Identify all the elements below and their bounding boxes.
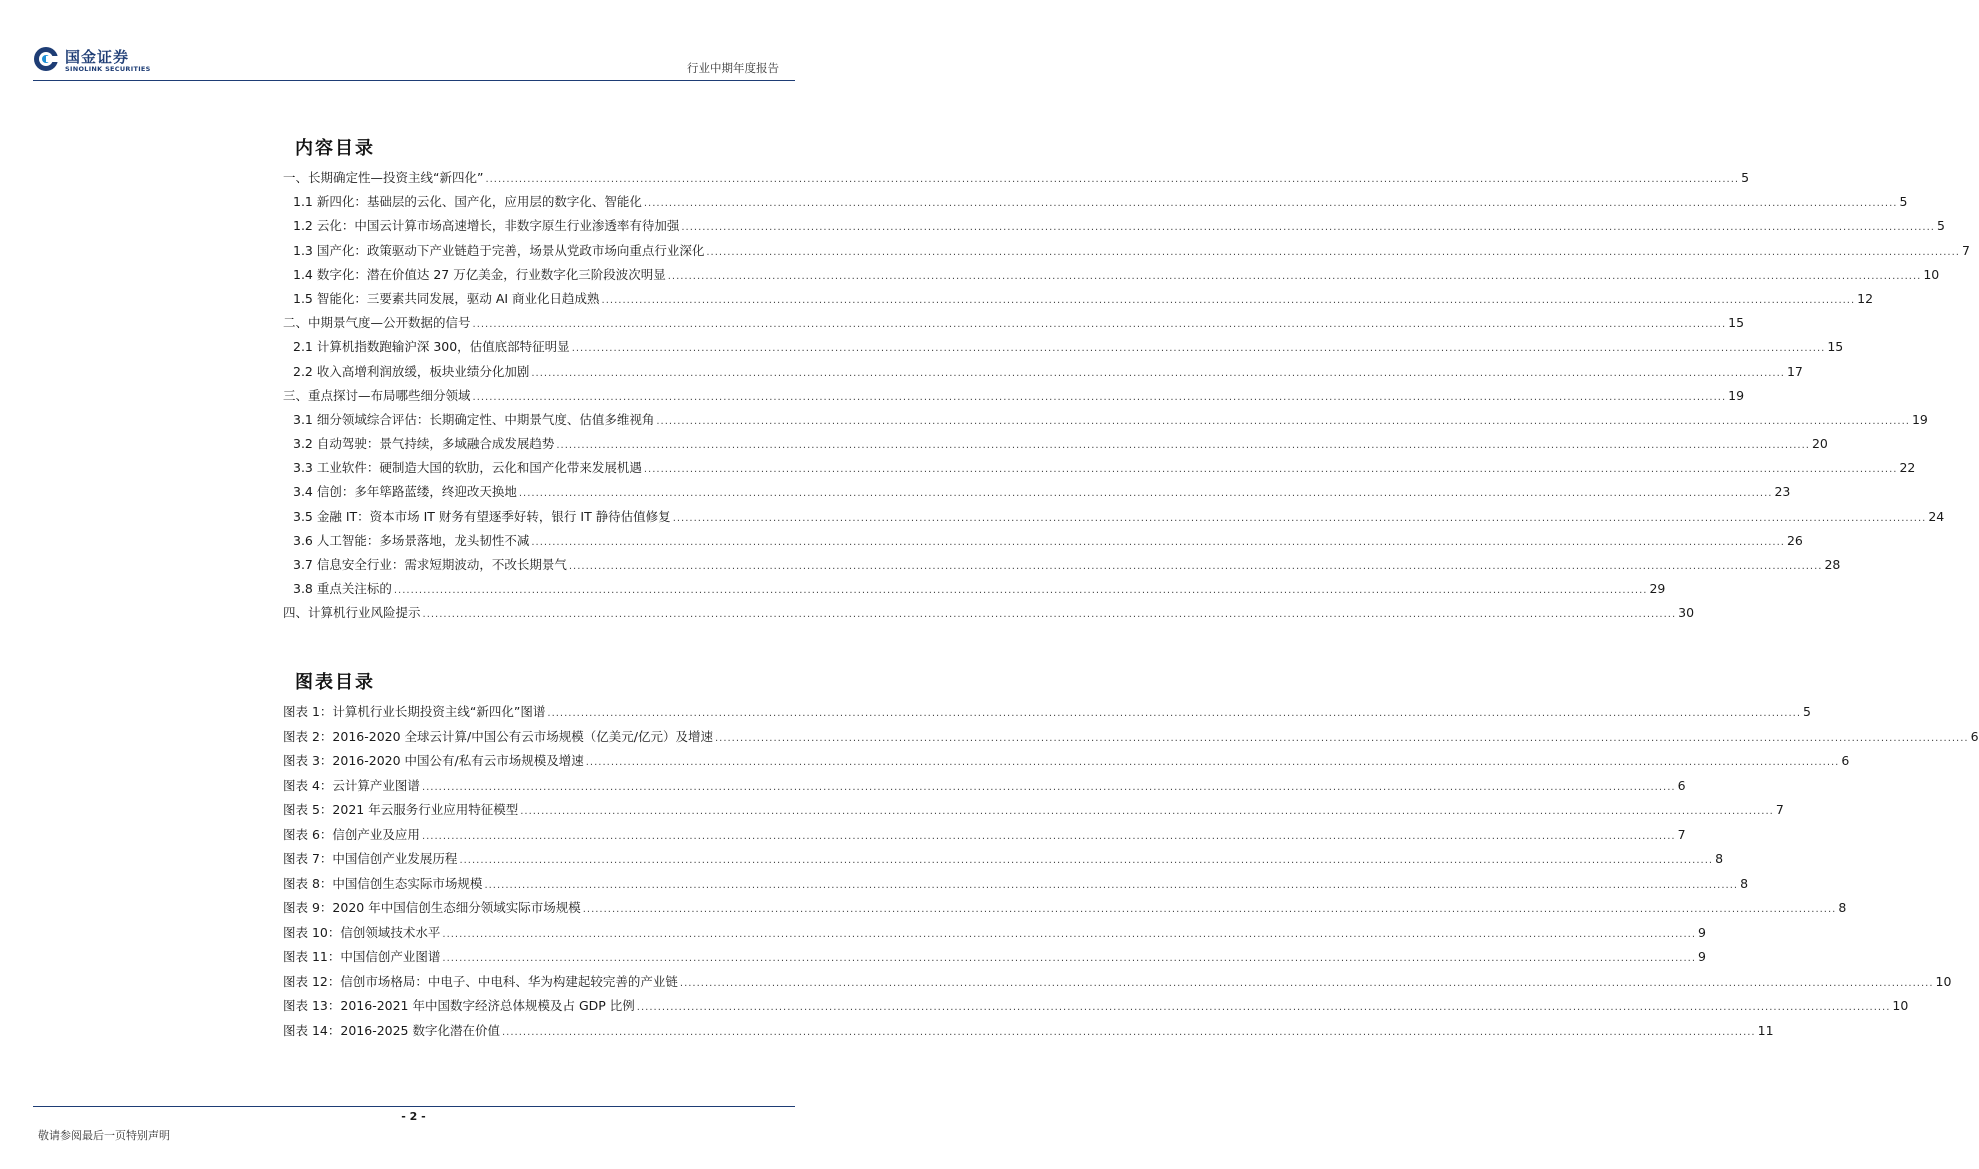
entry-text: 1.4 数字化：潜在价值达 27 万亿美金，行业数字化三阶段波次明显 xyxy=(293,266,666,282)
header-divider xyxy=(33,80,795,81)
entry-text: 二、中期景气度—公开数据的信号 xyxy=(283,315,471,331)
entry-page-number: 28 xyxy=(1824,557,1841,572)
toc-entry[interactable] xyxy=(293,263,1940,287)
dot-leader: ............................................................................................................................................................................................................................................................................................................ xyxy=(667,270,1922,282)
dot-leader: ............................................................................................................................................................................................................................................................................................................ xyxy=(485,174,1740,185)
dot-leader: ............................................................................................................................................................................................................................................................................................................ xyxy=(568,561,1823,572)
toc-entry[interactable] xyxy=(283,945,1706,970)
toc-entry[interactable] xyxy=(293,190,1908,214)
entry-page-number: 8 xyxy=(1838,900,1847,915)
toc-entry[interactable] xyxy=(293,239,1970,263)
toc-title: 内容目录 xyxy=(295,138,375,159)
entry-page-number: 5 xyxy=(1899,194,1908,210)
entry-page-number: 5 xyxy=(1936,218,1945,234)
entry-page-number: 26 xyxy=(1786,532,1803,548)
toc-entry[interactable] xyxy=(293,214,1945,238)
entry-text: 图表 10：信创领域技术水平 xyxy=(283,924,441,940)
entry-text: 一、长期确定性—投资主线“新四化” xyxy=(283,170,484,185)
entry-text: 3.8 重点关注标的 xyxy=(293,581,392,597)
table-of-contents xyxy=(283,166,1970,626)
entry-page-number: 6 xyxy=(1970,728,1979,744)
entry-page-number: 17 xyxy=(1786,363,1803,379)
dot-leader: ............................................................................................................................................................................................................................................................................................................ xyxy=(520,806,1774,817)
dot-leader: ............................................................................................................................................................................................................................................................................................................ xyxy=(484,879,1739,891)
toc-entry[interactable] xyxy=(283,921,1706,946)
entry-page-number: 22 xyxy=(1899,460,1916,476)
toc-entry[interactable] xyxy=(283,823,1686,848)
entry-page-number: 6 xyxy=(1677,777,1686,793)
entry-text: 图表 9：2020 年中国信创生态细分领域实际市场规模 xyxy=(283,900,581,915)
dot-leader: ............................................................................................................................................................................................................................................................................................................ xyxy=(472,391,1727,403)
toc-entry[interactable] xyxy=(293,529,1803,553)
toc-entry[interactable] xyxy=(283,798,1784,823)
entry-text: 图表 13：2016-2021 年中国数字经济总体规模及占 GDP 比例 xyxy=(283,998,635,1013)
disclaimer-note: 敬请参阅最后一页特别声明 xyxy=(38,1129,170,1142)
toc-entry[interactable] xyxy=(293,553,1841,577)
dot-leader: ............................................................................................................................................................................................................................................................................................................ xyxy=(643,198,1898,210)
entry-text: 1.1 新四化：基础层的云化、国产化，应用层的数字化、智能化 xyxy=(293,194,642,210)
entry-text: 四、计算机行业风险提示 xyxy=(283,605,421,621)
dot-leader: ............................................................................................................................................................................................................................................................................................................ xyxy=(421,781,1676,793)
entry-text: 图表 8：中国信创生态实际市场规模 xyxy=(283,875,483,891)
toc-entry[interactable] xyxy=(293,360,1803,384)
entry-page-number: 6 xyxy=(1841,753,1850,768)
entry-text: 图表 11：中国信创产业图谱 xyxy=(283,949,441,964)
dot-leader: ............................................................................................................................................................................................................................................................................................................ xyxy=(585,757,1840,768)
dot-leader: ............................................................................................................................................................................................................................................................................................................ xyxy=(531,536,1785,548)
entry-page-number: 30 xyxy=(1678,605,1695,621)
toc-entry[interactable] xyxy=(293,287,1874,311)
dot-leader: ............................................................................................................................................................................................................................................................................................................ xyxy=(656,415,1910,427)
entry-page-number: 19 xyxy=(1911,411,1928,427)
page-header xyxy=(0,0,827,84)
dot-leader: ............................................................................................................................................................................................................................................................................................................ xyxy=(442,928,1697,940)
toc-entry[interactable] xyxy=(283,970,1952,995)
toc-entry[interactable] xyxy=(283,896,1847,921)
entry-page-number: 19 xyxy=(1728,387,1745,403)
entry-text: 图表 12：信创市场格局：中电子、中电科、华为构建起较完善的产业链 xyxy=(283,973,678,989)
entry-page-number: 24 xyxy=(1928,508,1945,524)
entry-text: 图表 14：2016-2025 数字化潜在价值 xyxy=(283,1022,500,1038)
toc-entry[interactable] xyxy=(283,384,1745,408)
entry-text: 3.7 信息安全行业：需求短期波动，不改长期景气 xyxy=(293,557,567,572)
entry-page-number: 11 xyxy=(1757,1022,1774,1038)
dot-leader: ............................................................................................................................................................................................................................................................................................................ xyxy=(472,319,1727,331)
dot-leader: ............................................................................................................................................................................................................................................................................................................ xyxy=(422,609,1677,621)
dot-leader: ............................................................................................................................................................................................................................................................................................................ xyxy=(421,830,1676,842)
toc-entry[interactable] xyxy=(283,725,1979,750)
dot-leader: ............................................................................................................................................................................................................................................................................................................ xyxy=(714,732,1969,744)
toc-entry[interactable] xyxy=(283,872,1749,897)
entry-page-number: 23 xyxy=(1774,484,1791,500)
entry-text: 图表 1：计算机行业长期投资主线“新四化”图谱 xyxy=(283,704,546,719)
list-of-figures xyxy=(283,700,1979,1043)
entry-page-number: 10 xyxy=(1923,266,1940,282)
entry-page-number: 10 xyxy=(1935,973,1952,989)
toc-entry[interactable] xyxy=(293,335,1844,359)
entry-text: 图表 3：2016-2020 中国公有/私有云市场规模及增速 xyxy=(283,753,584,768)
entry-text: 3.6 人工智能：多场景落地，龙头韧性不减 xyxy=(293,532,530,548)
toc-entry[interactable] xyxy=(293,456,1916,480)
entry-page-number: 29 xyxy=(1649,581,1666,597)
entry-page-number: 5 xyxy=(1741,170,1750,185)
sinolink-logo xyxy=(33,46,163,76)
entry-page-number: 12 xyxy=(1857,290,1874,306)
dot-leader: ............................................................................................................................................................................................................................................................................................................ xyxy=(582,904,1837,915)
dot-leader: ............................................................................................................................................................................................................................................................................................................ xyxy=(518,488,1773,500)
dot-leader: ............................................................................................................................................................................................................................................................................................................ xyxy=(393,585,1648,597)
entry-text: 图表 5：2021 年云服务行业应用特征模型 xyxy=(283,802,519,817)
toc-entry[interactable] xyxy=(283,1019,1774,1044)
dot-leader: ............................................................................................................................................................................................................................................................................................................ xyxy=(442,953,1697,964)
toc-entry[interactable] xyxy=(283,601,1695,625)
footer-divider xyxy=(33,1106,795,1107)
entry-text: 图表 2：2016-2020 全球云计算/中国公有云市场规模（亿美元/亿元）及增速 xyxy=(283,728,713,744)
entry-text: 3.4 信创：多年筚路蓝缕，终迎改天换地 xyxy=(293,484,517,500)
entry-page-number: 8 xyxy=(1740,875,1749,891)
dot-leader: ............................................................................................................................................................................................................................................................................................................ xyxy=(601,294,1856,306)
page-number: - 2 - xyxy=(401,1110,426,1123)
entry-text: 图表 7：中国信创产业发展历程 xyxy=(283,851,458,866)
toc-entry[interactable] xyxy=(283,311,1745,335)
entry-page-number: 15 xyxy=(1728,315,1745,331)
toc-entry[interactable] xyxy=(293,408,1928,432)
entry-text: 1.3 国产化：政策驱动下产业链趋于完善，场景从党政市场向重点行业深化 xyxy=(293,242,705,258)
dot-leader: ............................................................................................................................................................................................................................................................................................................ xyxy=(636,1002,1891,1013)
toc-entry[interactable] xyxy=(283,700,1811,725)
dot-leader: ............................................................................................................................................................................................................................................................................................................ xyxy=(531,367,1785,379)
toc-entry[interactable] xyxy=(293,480,1791,504)
toc-entry[interactable] xyxy=(293,432,1828,456)
entry-text: 3.1 细分领域综合评估：长期确定性、中期景气度、估值多维视角 xyxy=(293,411,655,427)
entry-text: 1.5 智能化：三要素共同发展，驱动 AI 商业化日趋成熟 xyxy=(293,290,600,306)
entry-text: 3.3 工业软件：硬制造大国的软肋，云化和国产化带来发展机遇 xyxy=(293,460,642,476)
entry-text: 图表 4：云计算产业图谱 xyxy=(283,777,420,793)
dot-leader: ............................................................................................................................................................................................................................................................................................................ xyxy=(547,708,1802,719)
dot-leader: ............................................................................................................................................................................................................................................................................................................ xyxy=(681,222,1935,234)
entry-page-number: 5 xyxy=(1803,704,1811,719)
entry-page-number: 10 xyxy=(1892,998,1909,1013)
toc-entry[interactable] xyxy=(283,749,1850,774)
entry-text: 3.5 金融 IT：资本市场 IT 财务有望逐季好转，银行 IT 静待估值修复 xyxy=(293,508,671,524)
report-type: 行业中期年度报告 xyxy=(687,61,779,75)
entry-page-number: 7 xyxy=(1961,242,1970,258)
toc-entry[interactable] xyxy=(283,994,1909,1019)
entry-text: 三、重点探讨—布局哪些细分领域 xyxy=(283,387,471,403)
entry-page-number: 15 xyxy=(1827,339,1844,355)
entry-page-number: 20 xyxy=(1811,436,1828,452)
dot-leader: ............................................................................................................................................................................................................................................................................................................ xyxy=(571,343,1826,355)
dot-leader: ............................................................................................................................................................................................................................................................................................................ xyxy=(502,1026,1756,1038)
entry-page-number: 9 xyxy=(1698,924,1706,940)
toc-entry[interactable] xyxy=(283,847,1724,872)
entry-text: 图表 6：信创产业及应用 xyxy=(283,826,420,842)
dot-leader: ............................................................................................................................................................................................................................................................................................................ xyxy=(672,512,1927,524)
entry-text: 3.2 自动驾驶：景气持续，多域融合成发展趋势 xyxy=(293,436,555,452)
dot-leader: ............................................................................................................................................................................................................................................................................................................ xyxy=(459,855,1714,866)
entry-page-number: 9 xyxy=(1698,949,1706,964)
dot-leader: ............................................................................................................................................................................................................................................................................................................ xyxy=(556,440,1810,452)
logo-english-name: SINOLINK SECURITIES xyxy=(65,65,151,73)
entry-text: 1.2 云化：中国云计算市场高速增长，非数字原生行业渗透率有待加强 xyxy=(293,218,680,234)
entry-page-number: 7 xyxy=(1775,802,1784,817)
entry-text: 2.2 收入高增利润放缓，板块业绩分化加剧 xyxy=(293,363,530,379)
toc-entry[interactable] xyxy=(293,505,1945,529)
logo-chinese-name: 国金证券 xyxy=(65,48,130,66)
sinolink-logo-icon xyxy=(33,46,59,72)
entry-text: 2.1 计算机指数跑输沪深 300，估值底部特征明显 xyxy=(293,339,570,355)
toc-entry[interactable] xyxy=(283,166,1750,190)
dot-leader: ............................................................................................................................................................................................................................................................................................................ xyxy=(706,246,1960,258)
toc-entry[interactable] xyxy=(293,577,1666,601)
entry-page-number: 7 xyxy=(1677,826,1686,842)
dot-leader: ............................................................................................................................................................................................................................................................................................................ xyxy=(679,977,1934,989)
figures-title: 图表目录 xyxy=(295,672,375,693)
toc-entry[interactable] xyxy=(283,774,1686,799)
dot-leader: ............................................................................................................................................................................................................................................................................................................ xyxy=(643,464,1898,476)
entry-page-number: 8 xyxy=(1715,851,1724,866)
